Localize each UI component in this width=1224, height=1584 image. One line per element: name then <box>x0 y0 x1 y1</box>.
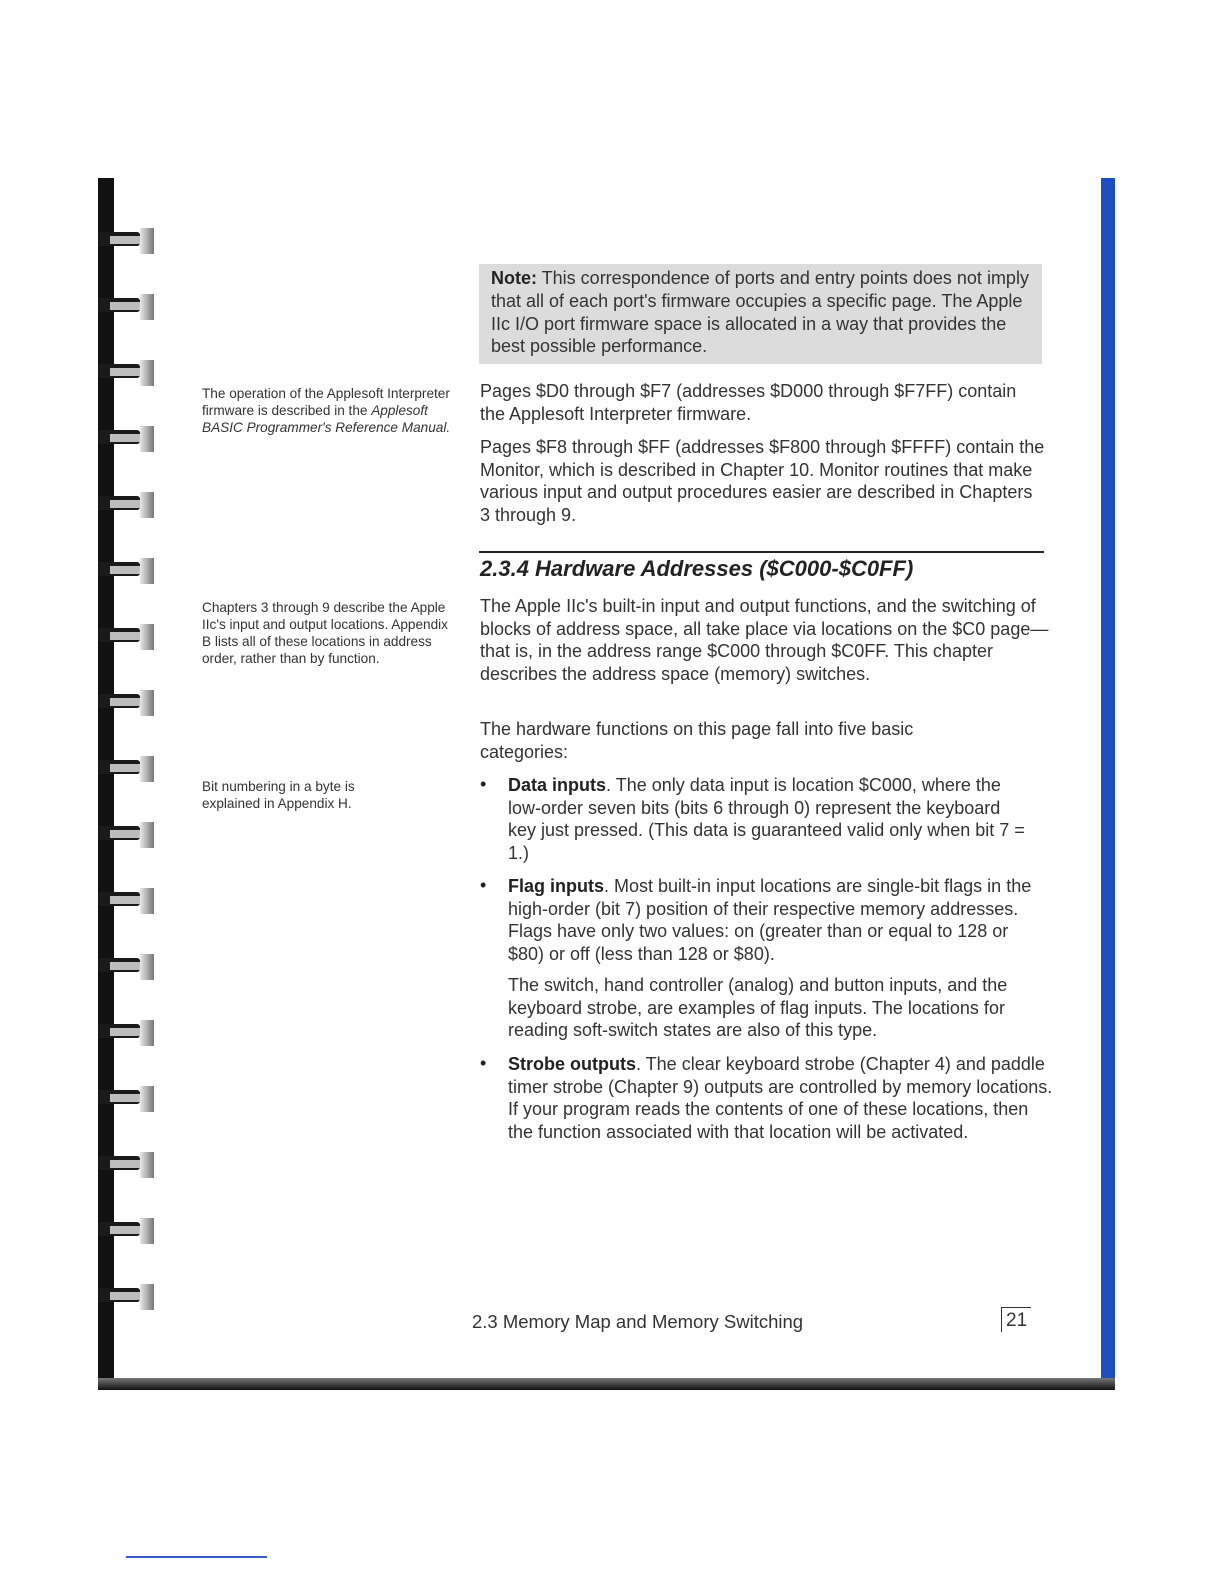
spiral-ring <box>98 486 154 532</box>
bullet-marker: • <box>480 875 487 895</box>
sidebar-note-applesoft <box>202 385 452 436</box>
spiral-ring <box>98 288 154 334</box>
spiral-ring <box>98 618 154 664</box>
paragraph-text: Pages $F8 through $FF (addresses $F800 through $FFFF) contain the Monitor, which is described in Chapter 10. Monitor routines that make various input and output procedures easier are described in Chapters 3 through 9. <box>480 437 1045 525</box>
bullet-flag-inputs-extra: The switch, hand controller (analog) and button inputs, and the keyboard strobe, are examples of flag inputs. The locations for reading soft-switch states are also of this type. <box>508 975 1008 1041</box>
sidebar-note-bit-numbering: Bit numbering in a byte is explained in Appendix H. <box>202 779 355 811</box>
bullet-marker: • <box>480 1053 487 1073</box>
page-bottom-shadow <box>98 1378 1115 1390</box>
spiral-ring <box>98 1014 154 1060</box>
section-heading: 2.3.4 Hardware Addresses ($C000-$C0FF) <box>480 556 914 581</box>
bullet-description: . The only data input is location $C000, where the low-order seven bits (bits 6 through 0) represent the keyboard key just pressed. (This data is guaranteed valid only when bit 7 = 1.) <box>508 775 1025 863</box>
paragraph-categories <box>480 718 1000 763</box>
bullet-marker: • <box>480 774 487 794</box>
bullet-description: . Most built-in input locations are single-bit flags in the high-order (bit 7) position of their respective memory addresses. Flags have only two values: on (greater than or equal to 128 or $80) or off (less than 128 or $80). <box>508 876 1032 964</box>
spiral-ring <box>98 1212 154 1258</box>
spiral-ring <box>98 552 154 598</box>
bullet-term: Flag inputs <box>508 876 604 896</box>
page-number: 21 <box>1001 1307 1031 1332</box>
spiral-ring <box>98 222 154 268</box>
sidebar-note-applesoft-text: The operation of the Applesoft Interpreter firmware is described in the <box>202 386 450 418</box>
paragraph-hardware-intro <box>480 595 1055 685</box>
paragraph-text: The hardware functions on this page fall into five basic categories: <box>480 719 914 762</box>
spiral-ring <box>98 684 154 730</box>
bullet-flag-inputs <box>508 875 1038 965</box>
note-text: This correspondence of ports and entry points does not imply that all of each port's firmware occupies a specific page. The Apple IIc I/O port firmware space is allocated in a way that provides the best possible performance. <box>491 268 1029 357</box>
spiral-ring <box>98 420 154 466</box>
spiral-ring <box>98 816 154 862</box>
paragraph-text: The Apple IIc's built-in input and output functions, and the switching of blocks of address space, all take place via locations on the $C0 page—that is, in the address range $C000 through $C0FF. This chapter describes the address space (memory) switches. <box>480 596 1049 684</box>
paragraph-text: Pages $D0 through $F7 (addresses $D000 through $F7FF) contain the Applesoft Interpreter firmware. <box>480 381 1017 424</box>
spiral-ring <box>98 1080 154 1126</box>
sidebar-note-applesoft-title: Applesoft BASIC Programmer's Reference Manual. <box>202 403 451 435</box>
spiral-ring <box>98 948 154 994</box>
paragraph-applesoft-pages <box>480 380 1020 425</box>
sidebar-note-chapters: Chapters 3 through 9 describe the Apple IIc's input and output locations. Appendix B lists all of these locations in address order, rather than by function. <box>202 600 448 666</box>
section-divider <box>479 551 1044 553</box>
spiral-ring <box>98 1278 154 1324</box>
bullet-term: Data inputs <box>508 775 607 795</box>
note-label: Note: <box>491 268 537 288</box>
bullet-data-inputs <box>508 774 1028 864</box>
spiral-ring <box>98 1146 154 1192</box>
footer-section-title: 2.3 Memory Map and Memory Switching <box>472 1311 804 1332</box>
bullet-description: . The clear keyboard strobe (Chapter 4) and paddle timer strobe (Chapter 9) outputs are controlled by memory locations. If your program reads the contents of one of these locations, then the function associated with that location will be activated. <box>508 1054 1053 1142</box>
spiral-ring <box>98 882 154 928</box>
spiral-ring <box>98 354 154 400</box>
bullet-term: Strobe outputs <box>508 1054 636 1074</box>
bullet-strobe-outputs <box>508 1053 1053 1143</box>
link-underline[interactable] <box>126 1556 267 1558</box>
page-edge-blue <box>1101 178 1115 1383</box>
spiral-ring <box>98 750 154 796</box>
paragraph-monitor-pages <box>480 436 1045 526</box>
note-box <box>479 264 1042 364</box>
manual-page <box>98 178 1115 1390</box>
